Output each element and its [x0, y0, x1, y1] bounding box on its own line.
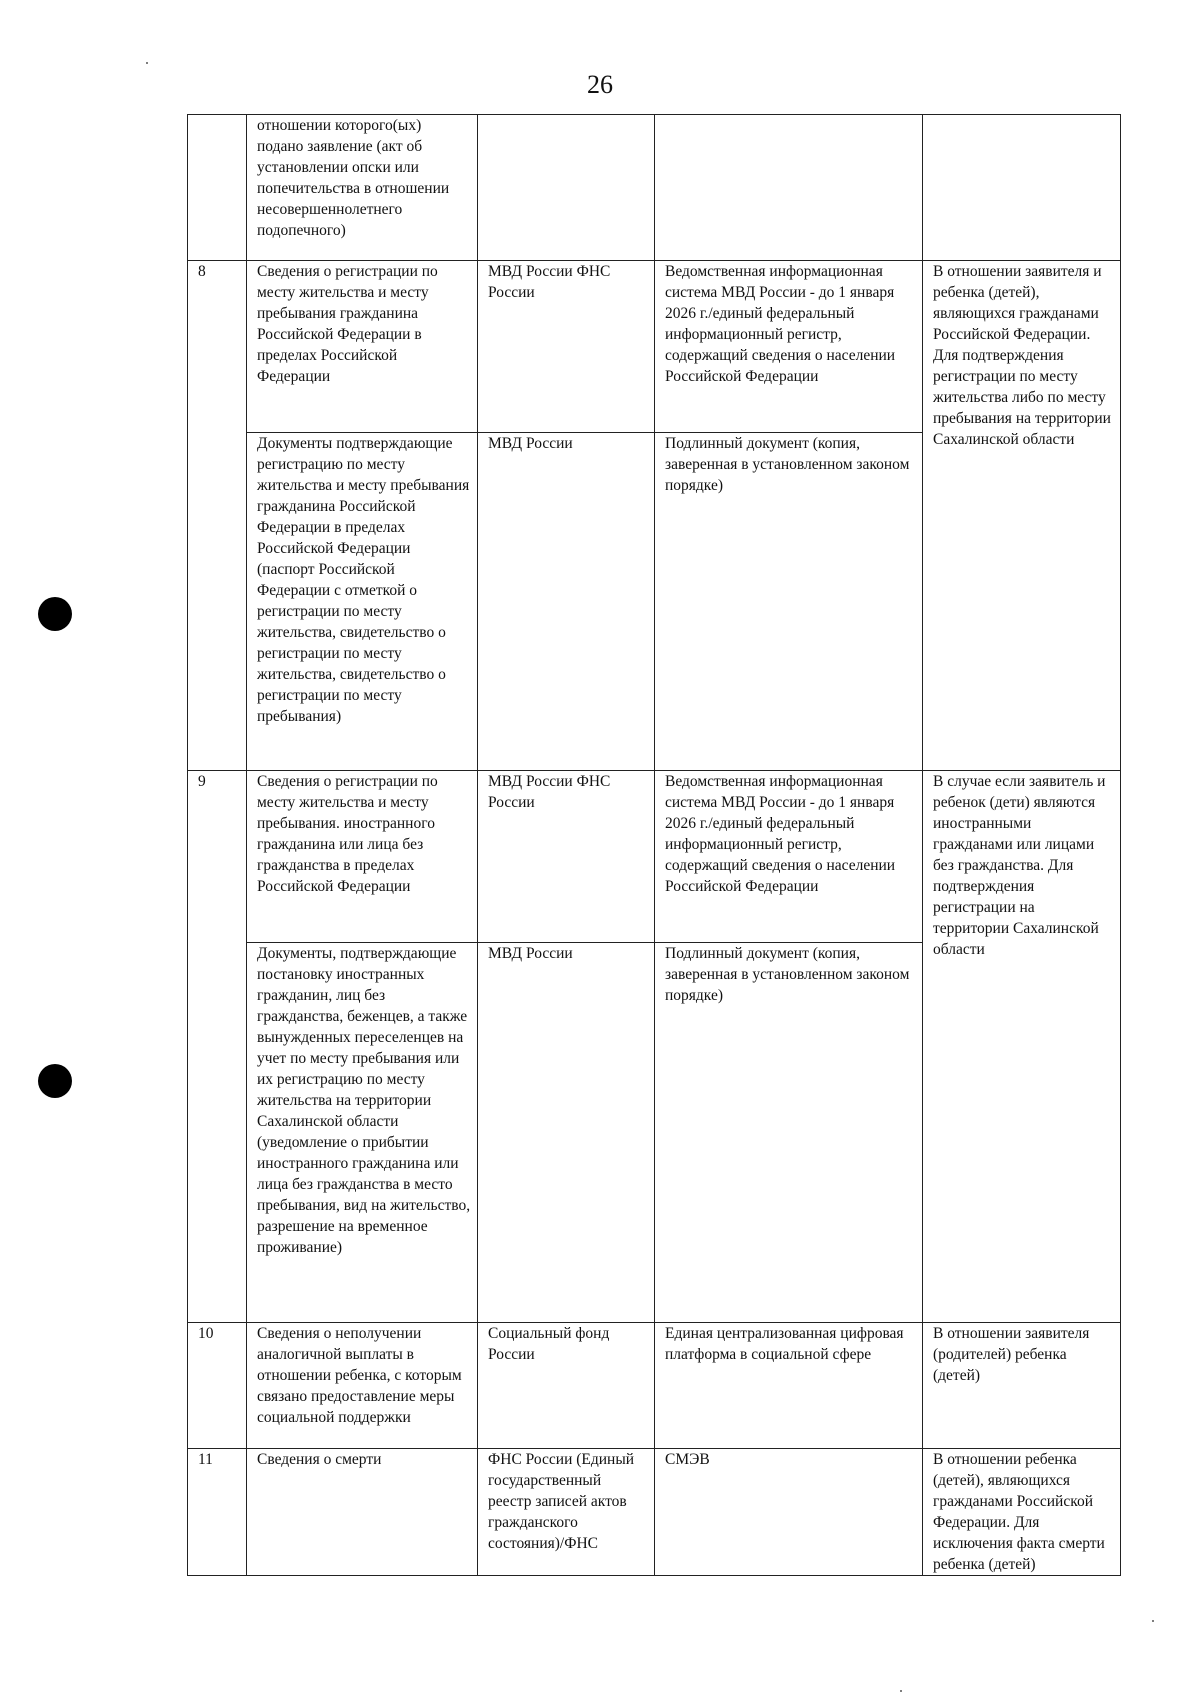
note-cell: В отношении ребенка (детей), являющихся гражданами Российской Федерации. Для исключения факта смерти ребенка (детей): [923, 1449, 1121, 1576]
note-cell: [923, 115, 1121, 261]
channel-cell: СМЭВ: [655, 1449, 923, 1576]
channel-cell: [655, 115, 923, 261]
row-number-cell: 10: [188, 1323, 247, 1449]
table-row: [188, 261, 1121, 433]
source-cell: МВД России: [478, 433, 655, 771]
binder-hole-bottom: [38, 1064, 72, 1098]
data-name-cell: Документы, подтверждающие постановку иностранных гражданин, лиц без гражданства, беженцев, а также вынужденных переселенцев на учет по месту пребывания или их регистрацию по месту жительства на территории Сахалинской области (уведомление о прибытии иностранного гражданина или лица без гражданства в место пребывания, вид на жительство, разрешение на временное проживание): [247, 943, 478, 1323]
row-number-cell: 11: [188, 1449, 247, 1576]
source-cell: МВД России ФНС России: [478, 771, 655, 943]
table-row: [188, 115, 1121, 261]
note-cell: В отношении заявителя (родителей) ребенка (детей): [923, 1323, 1121, 1449]
channel-cell: Единая централизованная цифровая платформа в социальной сфере: [655, 1323, 923, 1449]
note-cell: В случае если заявитель и ребенок (дети) являются иностранными гражданами или лицами без гражданства. Для подтверждения регистрации на территории Сахалинской области: [923, 771, 1121, 1323]
source-cell: [478, 115, 655, 261]
row-number-cell: 9: [188, 771, 247, 1323]
channel-cell: Ведомственная информационная система МВД России - до 1 января 2026 г./единый федеральный информационный регистр, содержащий сведения о населении Российской Федерации: [655, 771, 923, 943]
data-name-cell: Сведения о смерти: [247, 1449, 478, 1576]
data-name-cell: Сведения о неполучении аналогичной выплаты в отношении ребенка, с которым связано предоставление меры социальной поддержки: [247, 1323, 478, 1449]
services-documents-table: [187, 114, 1121, 1576]
binder-hole-top: [38, 597, 72, 631]
scan-speck: [146, 62, 148, 64]
source-cell: ФНС России (Единый государственный реестр записей актов гражданского состояния)/ФНС: [478, 1449, 655, 1576]
channel-cell: Ведомственная информационная система МВД России - до 1 января 2026 г./единый федеральный информационный регистр, содержащий сведения о населении Российской Федерации: [655, 261, 923, 433]
source-cell: МВД России ФНС России: [478, 261, 655, 433]
row-number-cell: 8: [188, 261, 247, 771]
data-name-cell: Сведения о регистрации по месту жительства и месту пребывания. иностранного гражданина или лица без гражданства в пределах Российской Федерации: [247, 771, 478, 943]
data-name-cell: отношении которого(ых) подано заявление (акт об установлении опски или попечительства в отношении несовершеннолетнего подопечного): [247, 115, 478, 261]
table-row: [188, 1449, 1121, 1576]
table-row: [188, 1323, 1121, 1449]
scan-speck: [900, 1690, 902, 1692]
scan-speck: [1152, 1620, 1154, 1622]
channel-cell: Подлинный документ (копия, заверенная в установленном законом порядке): [655, 433, 923, 771]
table-row: [188, 771, 1121, 943]
note-cell: В отношении заявителя и ребенка (детей), являющихся гражданами Российской Федерации. Для подтверждения регистрации по месту жительства либо по месту пребывания на территории Сахалинской области: [923, 261, 1121, 771]
data-name-cell: Сведения о регистрации по месту жительства и месту пребывания гражданина Российской Федерации в пределах Российской Федерации: [247, 261, 478, 433]
page-number: 26: [587, 70, 613, 99]
source-cell: Социальный фонд России: [478, 1323, 655, 1449]
channel-cell: Подлинный документ (копия, заверенная в установленном законом порядке): [655, 943, 923, 1323]
data-name-cell: Документы подтверждающие регистрацию по месту жительства и месту пребывания гражданина Российской Федерации в пределах Российской Федерации (паспорт Российской Федерации с отметкой о регистрации по месту жительства, свидетельство о регистрации по месту жительства, свидетельство о регистрации по месту пребывания): [247, 433, 478, 771]
source-cell: МВД России: [478, 943, 655, 1323]
row-number-cell: [188, 115, 247, 261]
